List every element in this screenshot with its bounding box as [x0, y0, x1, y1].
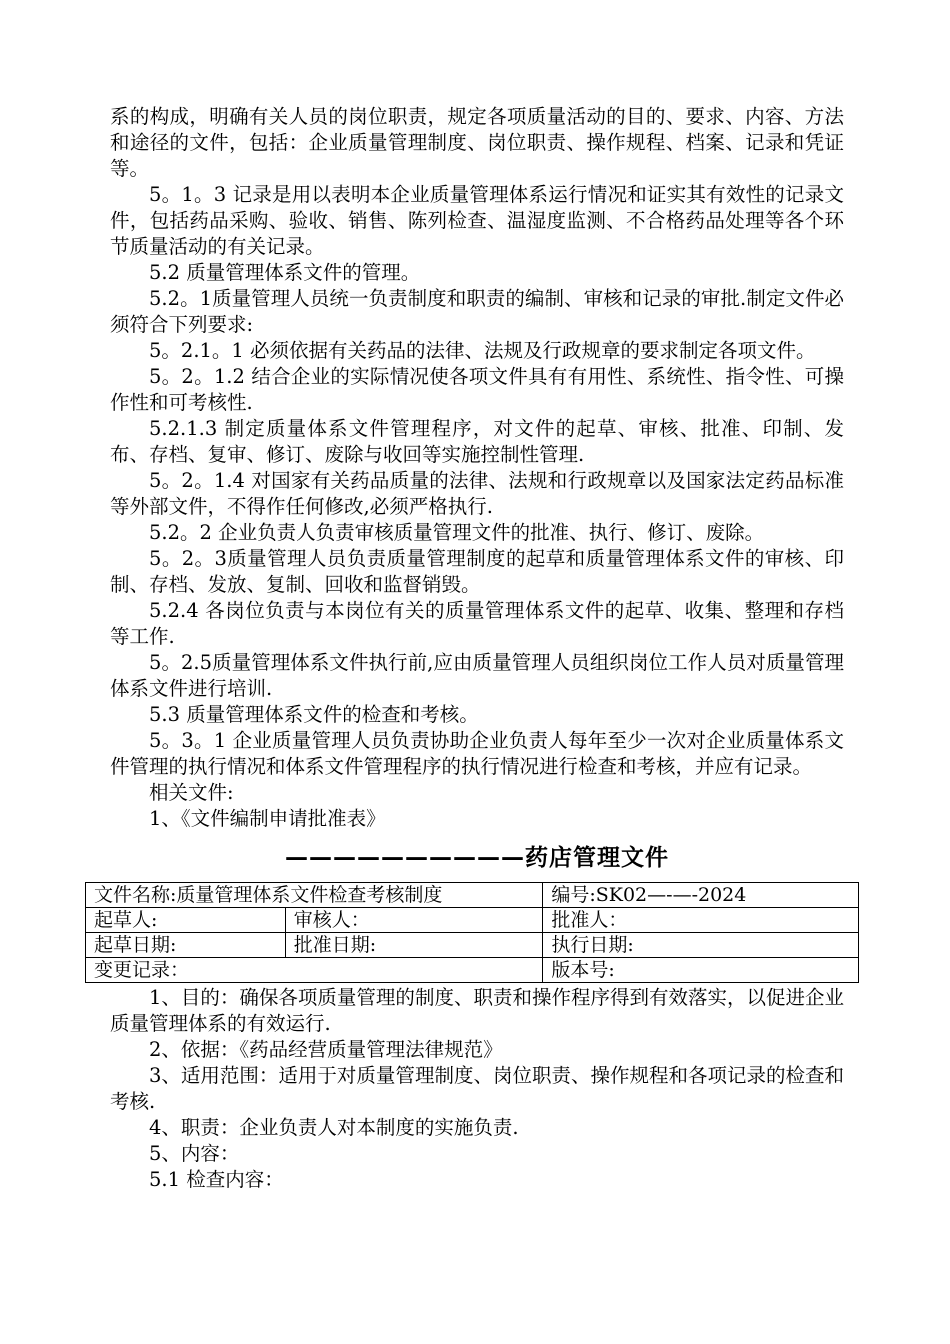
- paragraph: 5、内容：: [149, 1142, 240, 1165]
- file-name-cell: 文件名称:质量管理体系文件检查考核制度: [86, 883, 543, 908]
- paragraph: 5.2.4 各岗位负责与本岗位有关的质量管理体系文件的起草、收集、整理和存档等工作.: [110, 599, 844, 648]
- paragraph: 5。2.1。1 必须依据有关药品的法律、法规及行政规章的要求制定各项文件。: [149, 339, 816, 362]
- paragraph: 系的构成，明确有关人员的岗位职责，规定各项质量活动的目的、要求、内容、方法和途径的文件，包括：企业质量管理制度、岗位职责、操作规程、档案、记录和凭证等。: [110, 105, 844, 180]
- table-row: [86, 908, 859, 933]
- reviewer-cell: 审核人：: [285, 908, 543, 933]
- table-row: [86, 958, 859, 983]
- paragraph: 5。2。1.2 结合企业的实际情况使各项文件具有有用性、系统性、指令性、可操作性和可考核性.: [110, 365, 844, 414]
- version-cell: 版本号:: [543, 958, 859, 983]
- paragraph: 5.2。2 企业负责人负责审核质量管理文件的批准、执行、修订、废除。: [149, 521, 765, 544]
- section-inspection-policy: [110, 985, 844, 1193]
- document-title: ——————————药店管理文件: [285, 845, 669, 871]
- document-info-table: [85, 882, 859, 983]
- file-number-cell: 编号:SK02—-—-2024: [543, 883, 859, 908]
- paragraph: 5。1。3 记录是用以表明本企业质量管理体系运行情况和证实其有效性的记录文件，包括药品采购、验收、销售、陈列检查、温湿度监测、不合格药品处理等各个环节质量活动的有关记录。: [110, 183, 844, 258]
- paragraph: 5。3。1 企业质量管理人员负责协助企业负责人每年至少一次对企业质量体系文件管理的执行情况和体系文件管理程序的执行情况进行检查和考核，并应有记录。: [110, 729, 844, 778]
- related-file-item: 1、《文件编制申请批准表》: [149, 807, 386, 830]
- table-row: [86, 883, 859, 908]
- paragraph: 5.3 质量管理体系文件的检查和考核。: [149, 703, 479, 726]
- paragraph: 5。2。1.4 对国家有关药品质量的法律、法规和行政规章以及国家法定药品标准等外部文件，不得作任何修改,必须严格执行.: [110, 469, 844, 518]
- exec-date-cell: 执行日期:: [543, 933, 859, 958]
- change-log-cell: 变更记录：: [86, 958, 543, 983]
- approver-cell: 批准人：: [543, 908, 859, 933]
- section-quality-doc-management: [110, 104, 844, 832]
- paragraph: 5。2。3质量管理人员负责质量管理制度的起草和质量管理体系文件的审核、印制、存档、发放、复制、回收和监督销毁。: [110, 547, 844, 596]
- related-files-label: 相关文件:: [149, 781, 234, 804]
- drafter-cell: 起草人:: [86, 908, 286, 933]
- draft-date-cell: 起草日期:: [86, 933, 286, 958]
- paragraph: 2、依据：《药品经营质量管理法律规范》: [149, 1038, 503, 1061]
- paragraph: 1、目的：确保各项质量管理的制度、职责和操作程序得到有效落实，以促进企业质量管理体系的有效运行.: [110, 986, 844, 1035]
- paragraph: 4、职责：企业负责人对本制度的实施负责.: [149, 1116, 519, 1139]
- document-page: [94, 104, 844, 1193]
- paragraph: 5.2。1质量管理人员统一负责制度和职责的编制、审核和记录的审批.制定文件必须符合下列要求:: [110, 287, 844, 336]
- paragraph: 5。2.5质量管理体系文件执行前,应由质量管理人员组织岗位工作人员对质量管理体系文件进行培训.: [110, 651, 844, 700]
- paragraph: 5.2 质量管理体系文件的管理。: [149, 261, 421, 284]
- table-row: [86, 933, 859, 958]
- paragraph: 5.1 检查内容：: [149, 1168, 284, 1191]
- paragraph: 5.2.1.3 制定质量体系文件管理程序，对文件的起草、审核、批准、印制、发布、存档、复审、修订、废除与收回等实施控制性管理.: [110, 417, 844, 466]
- paragraph: 3、适用范围：适用于对质量管理制度、岗位职责、操作规程和各项记录的检查和考核.: [110, 1064, 844, 1113]
- approve-date-cell: 批准日期:: [285, 933, 543, 958]
